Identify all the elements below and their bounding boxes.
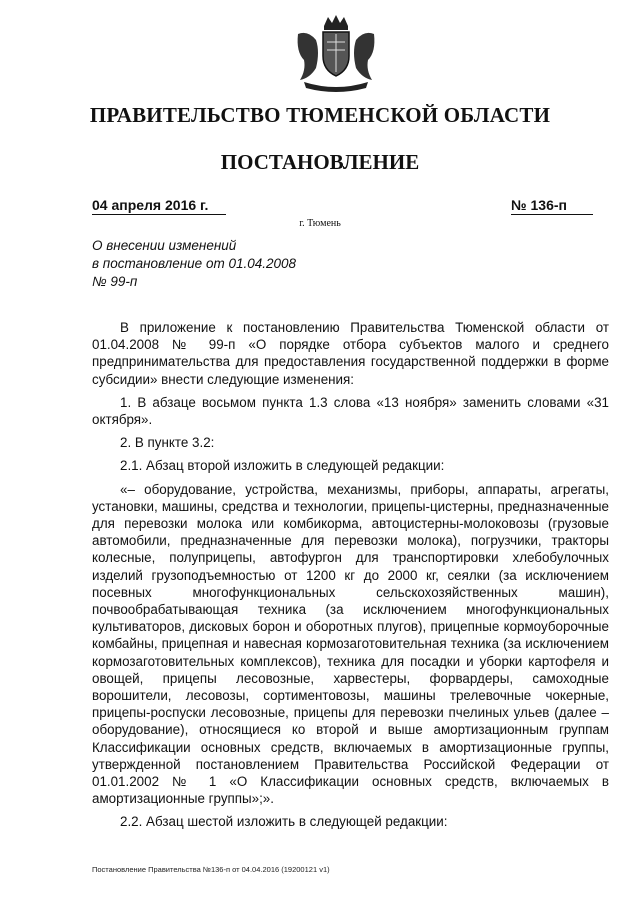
document-date: 04 апреля 2016 г.: [92, 197, 226, 215]
subject-line: № 99-п: [92, 274, 138, 289]
subject-line: в постановление от 01.04.2008: [92, 256, 297, 271]
document-footer: Постановление Правительства №136-п от 04.04.2016 (19200121 v1): [92, 865, 330, 874]
document-city: г. Тюмень: [299, 218, 341, 229]
document-type-title: ПОСТАНОВЛЕНИЕ: [220, 150, 420, 174]
body-paragraph: 2.2. Абзац шестой изложить в следующей редакции:: [120, 814, 448, 830]
subject-line: О внесении изменений: [92, 238, 237, 253]
body-paragraph: 2.1. Абзац второй изложить в следующей редакции:: [120, 458, 445, 474]
document-body: [92, 319, 609, 837]
coat-of-arms-emblem: [290, 12, 382, 94]
body-paragraph: В приложение к постановлению Правительства Тюменской области от 01.04.2008 № 99-п «О порядке отбора субъектов малого и среднего предпринимательства для предоставления государственной поддержки в форме субсидии» внести следующие изменения:: [92, 320, 609, 387]
body-paragraph: 2. В пункте 3.2:: [120, 435, 215, 451]
body-paragraph: «– оборудование, устройства, механизмы, приборы, аппараты, агрегаты, установки, машины, средства и технологии, прицепы-цистерны, предназначенные для перевозки молока или комбикорма, автоцистерны-молоковозы (грузовые автомобили, предназначенные для перевозки молока), погрузчики, тракторы колесные, полуприцепы, автофургон для транспортировки хлебобулочных изделий грузоподъемностью от 1200 кг до 2000 кг, сеялки (за исключением посевных многофункциональных сельскохозяйственных машин), почвообрабатывающая техника (за исключением многофункциональных культиваторов, дисковых борон и оборотных плугов), прицепные кормоуборочные комбайны, прицепная и навесная кормозаготовительная техника (за исключением кормозаготовительных комплексов), техника для посадки и уборки картофеля и овощей, прицепы лесовозные, харвестеры, форвардеры, самоходные ворошители, лесовозы, сортиментовозы, машины трелевочные чокерные, прицепы-роспуски лесовозные, прицепы для перевозки пчелиных ульев (далее – оборудование), относящиеся ко второй и выше амортизационным группам Классификации основных средств, включаемых в амортизационные группы, утвержденной постановлением Правительства Российской Федерации от 01.01.2002 № 1 «О Классификации основных средств, включаемых в амортизационные группы»;».: [92, 481, 609, 807]
government-title: ПРАВИТЕЛЬСТВО ТЮМЕНСКОЙ ОБЛАСТИ: [89, 103, 551, 127]
body-paragraph: 1. В абзаце восьмом пункта 1.3 слова «13 ноября» заменить словами «31 октября».: [92, 394, 609, 428]
document-subject: [92, 237, 392, 291]
document-number: № 136-п: [511, 197, 593, 215]
